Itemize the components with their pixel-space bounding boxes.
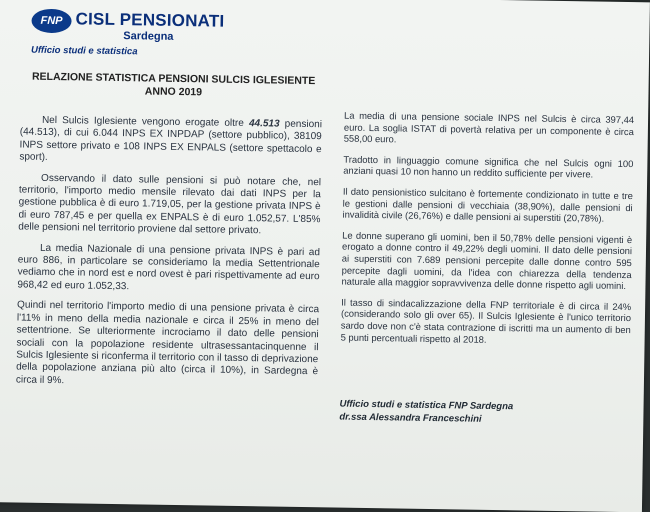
title-line-2: ANNO 2019 xyxy=(144,85,203,99)
left-paragraph-2-text: Osservando il dato sulle pensioni si può notare che, nel territorio, l'importo medio mensile rilevato dai dati INPS per la gestione pubblica è di euro 1.719,05, per la gestione privata INPS è di euro 787,45 e per quella ex ENPALS è di euro 1.052,57. L'85% delle pensioni nel territorio proviene dal settore privato. xyxy=(18,172,322,237)
document-title xyxy=(28,71,318,102)
left-paragraph-1 xyxy=(19,114,322,168)
left-paragraph-4-text: Quindi nel territorio l'importo medio di una pensione privata è circa l'11% in meno della media nazionale e circa il 25% in meno del settentrione. Se ulteriormente incrociamo il dato delle pensioni sociali con la popolazione residente ultrasessantacinquenne il Sulcis Iglesiente si riconferma il territorio con il tasso di deprivazione della popolazione anziana più alto (circa il 10%), in Sardegna è circa il 9%. xyxy=(15,299,320,386)
right-paragraph-1: La media di una pensione sociale INPS nel Sulcis è circa 397,44 euro. La soglia ISTAT di povertà relativa per un componente è circa 558,00 euro. xyxy=(343,109,635,145)
brand-region: Sardegna xyxy=(123,30,174,43)
left-paragraph-3 xyxy=(17,242,320,296)
right-paragraph-4: Le donne superano gli uomini, ben il 50,78% delle pensioni vigenti è erogato a donne contro il 49,22% degli uomini. Il dato delle pensioni ai superstiti con 7.689 pensioni percepite dalle donne contro 595 percepite dagli uomini, da l'idea con chiarezza della tendenza naturale alla maggior sopravvivenza delle donne rispetto agli uomini. xyxy=(341,229,633,292)
left-paragraph-4 xyxy=(16,300,319,392)
p1-highlight: 44.513 xyxy=(248,118,280,130)
right-paragraph-2: Tradotto in linguaggio comune significa che nel Sulcis ogni 100 anziani quasi 10 non hanno un reddito sufficiente per vivere. xyxy=(343,153,634,180)
cisl-logo xyxy=(31,7,252,60)
signature-author: dr.ssa Alessandra Franceschini xyxy=(339,411,482,425)
right-paragraph-5: Il tasso di sindacalizzazione della FNP territoriale è di circa il 24% (considerando solo gli over 65). Il Sulcis Iglesiente è l'unico territorio sardo dove non c'è stata contrazione di iscritti ma un aumento di ben 5 punti percentuali rispetto al 2018. xyxy=(340,296,632,345)
fnp-logo-mark: FNP xyxy=(31,9,71,34)
brand-name: CISL PENSIONATI xyxy=(75,9,225,31)
right-paragraph-3: Il dato pensionistico sulcitano è fortemente condizionato in tutte e tre le gestioni dalle pensioni di vecchiaia (38,90%), dalle pensioni di invalidità civile (26,76%) e dalle pensioni ai superstiti (20,78%). xyxy=(342,185,633,224)
right-column xyxy=(340,110,634,357)
left-paragraph-2 xyxy=(18,172,321,239)
signature-block xyxy=(339,398,513,427)
left-paragraph-3-text: La media Nazionale di una pensione privata INPS è pari ad euro 886, in particolare se consideriamo la media Settentrionale vediamo che in nord est e nord ovest è pari rispettivamente ad euro 968,42 ed euro 1.052,33. xyxy=(17,242,321,293)
p1-post: pensioni (44.513), di cui 6.044 INPS EX INPDAP (settore pubblico), 38109 INPS settore privato e 108 INPS EX ENPALS (settore spettacolo e sport). xyxy=(19,118,323,164)
left-column xyxy=(16,114,322,399)
office-label: Ufficio studi e statistica xyxy=(31,44,138,58)
signature-office: Ufficio studi e statistica FNP Sardegna xyxy=(339,398,514,413)
title-line-1: RELAZIONE STATISTICA PENSIONI SULCIS IGLESIENTE xyxy=(31,70,316,88)
p1-pre: Nel Sulcis Iglesiente vengono erogate oltre xyxy=(41,114,244,130)
